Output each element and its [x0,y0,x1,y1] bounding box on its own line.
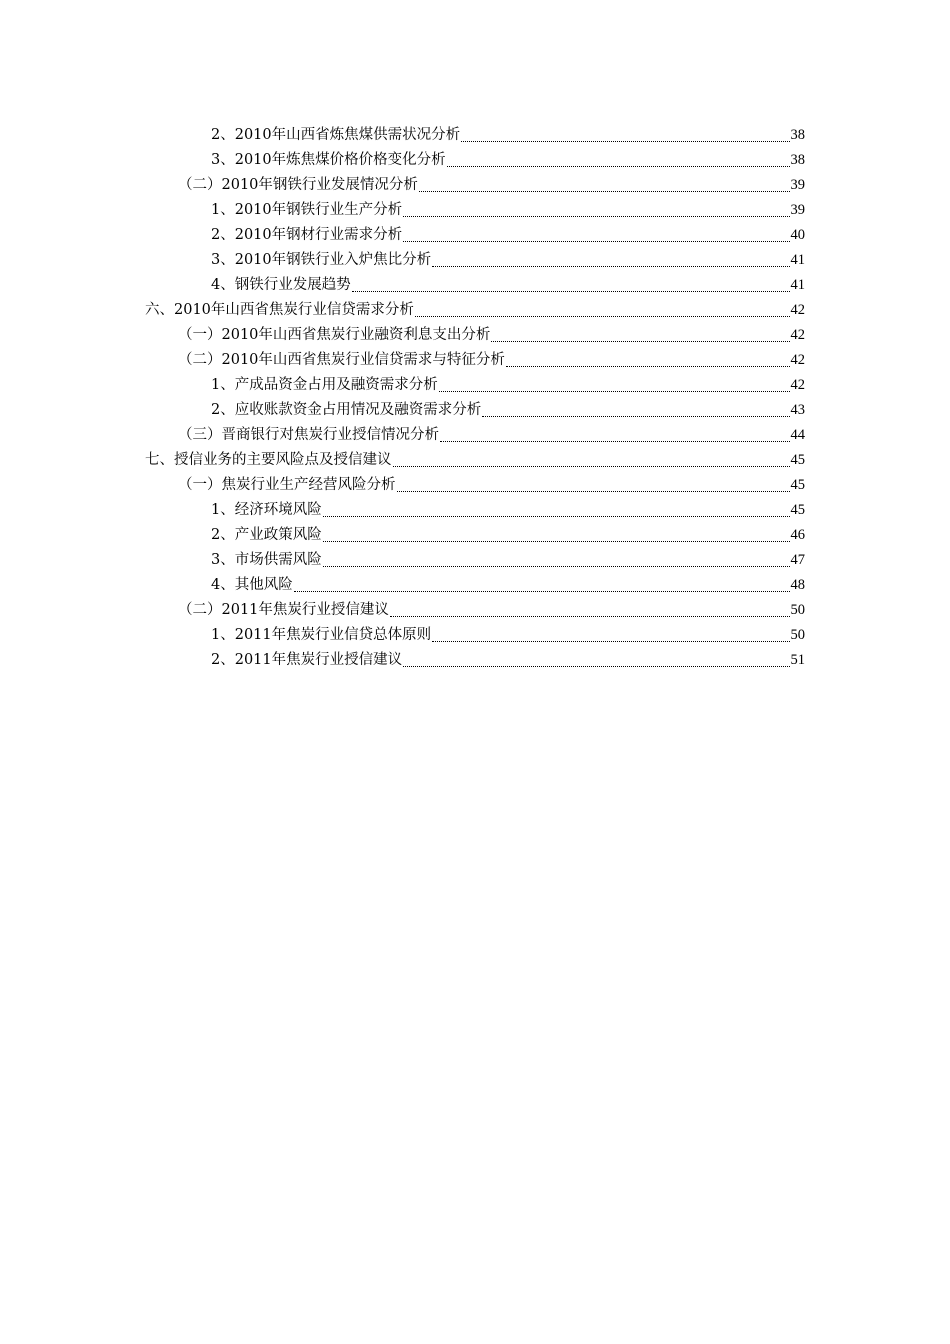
toc-page-number: 50 [790,627,805,643]
toc-entry-title: 4、钢铁行业发展趋势 [211,277,351,293]
toc-leader-dots [415,315,790,317]
toc-leader-dots [323,540,790,542]
toc-leader-dots [390,615,790,617]
toc-leader-dots [506,365,790,367]
toc-entry[interactable] [0,523,950,548]
toc-leader-dots [323,565,790,567]
toc-page-number: 40 [790,227,805,243]
toc-entry[interactable] [0,648,950,673]
toc-leader-dots [447,165,790,167]
toc-leader-dots [432,265,789,267]
toc-leader-dots [294,590,790,592]
toc-leader-dots [403,240,789,242]
toc-page-number: 42 [790,327,805,343]
toc-entry-title: 3、2010年钢铁行业入炉焦比分析 [211,252,432,268]
toc-page-number: 45 [790,502,805,518]
toc-page-number: 45 [790,452,805,468]
toc-page-number: 42 [790,377,805,393]
toc-page-number: 44 [790,427,805,443]
toc-entry-title: 七、授信业务的主要风险点及授信建议 [145,452,392,468]
toc-entry-title: 1、经济环境风险 [211,502,322,518]
toc-entry-title: 2、2010年钢材行业需求分析 [211,227,403,243]
toc-entry[interactable] [0,273,950,298]
toc-entry[interactable] [0,548,950,573]
toc-page-number: 39 [790,177,805,193]
toc-page-number: 41 [790,252,805,268]
toc-entry-title: （一）2010年山西省焦炭行业融资利息支出分析 [178,327,491,343]
toc-entry-title: 2、产业政策风险 [211,527,322,543]
toc-entry-title: 1、2011年焦炭行业信贷总体原则 [211,627,432,643]
toc-entry-title: 3、市场供需风险 [211,552,322,568]
toc-entry[interactable] [0,423,950,448]
toc-leader-dots [393,465,790,467]
toc-page-number: 38 [790,127,805,143]
toc-page-number: 39 [790,202,805,218]
toc-page-number: 42 [790,352,805,368]
table-of-contents [0,123,950,673]
toc-page-number: 45 [790,477,805,493]
toc-entry-title: 3、2010年炼焦煤价格价格变化分析 [211,152,446,168]
toc-entry-title: 1、2010年钢铁行业生产分析 [211,202,403,218]
toc-page-number: 43 [790,402,805,418]
toc-entry[interactable] [0,498,950,523]
toc-page-number: 48 [790,577,805,593]
toc-entry[interactable] [0,598,950,623]
toc-leader-dots [461,140,789,142]
toc-entry-title: （三）晋商银行对焦炭行业授信情况分析 [178,427,439,443]
toc-entry[interactable] [0,198,950,223]
toc-entry-title: 1、产成品资金占用及融资需求分析 [211,377,438,393]
toc-entry[interactable] [0,398,950,423]
toc-entry[interactable] [0,573,950,598]
toc-page-number: 42 [790,302,805,318]
toc-entry[interactable] [0,373,950,398]
toc-entry-title: （二）2010年钢铁行业发展情况分析 [178,177,418,193]
toc-leader-dots [397,490,790,492]
toc-page-number: 38 [790,152,805,168]
toc-leader-dots [403,665,789,667]
toc-entry[interactable] [0,323,950,348]
toc-page-number: 46 [790,527,805,543]
toc-page-number: 51 [790,652,805,668]
toc-leader-dots [432,640,789,642]
toc-page-number: 50 [790,602,805,618]
toc-leader-dots [440,440,790,442]
toc-entry[interactable] [0,298,950,323]
toc-entry[interactable] [0,623,950,648]
toc-entry-title: 2、2011年焦炭行业授信建议 [211,652,403,668]
toc-entry-title: （二）2010年山西省焦炭行业信贷需求与特征分析 [178,352,505,368]
toc-leader-dots [323,515,790,517]
toc-entry[interactable] [0,473,950,498]
toc-leader-dots [439,390,790,392]
toc-entry-title: （一）焦炭行业生产经营风险分析 [178,477,396,493]
toc-entry[interactable] [0,148,950,173]
toc-entry[interactable] [0,348,950,373]
toc-page-number: 41 [790,277,805,293]
toc-leader-dots [352,290,790,292]
toc-entry[interactable] [0,248,950,273]
toc-leader-dots [482,415,789,417]
toc-entry-title: （二）2011年焦炭行业授信建议 [178,602,389,618]
toc-entry-title: 2、2010年山西省炼焦煤供需状况分析 [211,127,461,143]
toc-leader-dots [491,340,789,342]
toc-entry-title: 4、其他风险 [211,577,293,593]
toc-entry-title: 2、应收账款资金占用情况及融资需求分析 [211,402,482,418]
toc-entry[interactable] [0,123,950,148]
toc-entry-title: 六、2010年山西省焦炭行业信贷需求分析 [145,302,414,318]
toc-entry[interactable] [0,223,950,248]
toc-leader-dots [403,215,789,217]
toc-entry[interactable] [0,448,950,473]
toc-page-number: 47 [790,552,805,568]
toc-leader-dots [419,190,790,192]
toc-entry[interactable] [0,173,950,198]
